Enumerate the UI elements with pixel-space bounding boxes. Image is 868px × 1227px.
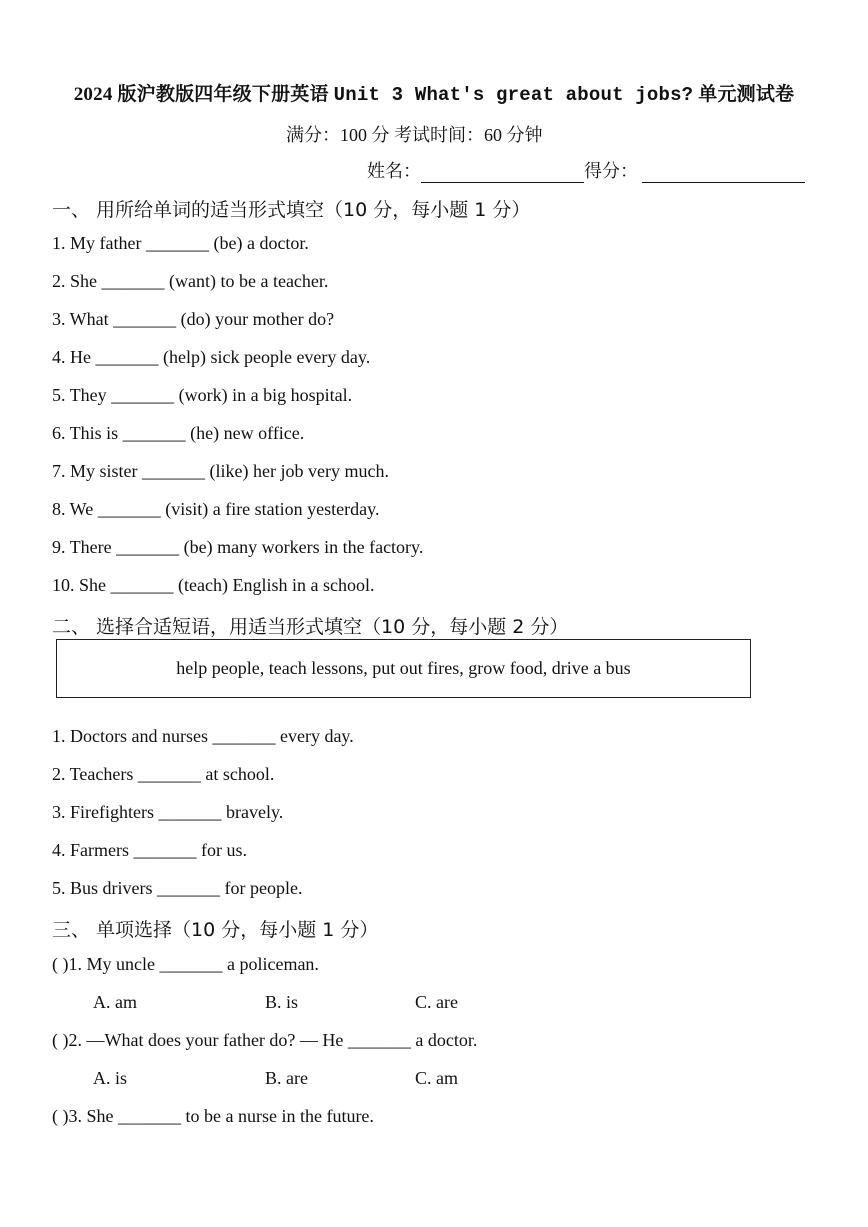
section1-item: 8. We _______ (visit) a fire station yesterday. [52,499,380,519]
question-stem: ( )2. —What does your father do? — He _______ a doctor. [52,1030,478,1050]
word-bank-text: help people, teach lessons, put out fires, grow food, drive a bus [176,658,631,678]
section2-item: 2. Teachers _______ at school. [52,764,275,784]
section1-item: 1. My father _______ (be) a doctor. [52,233,309,253]
option-b[interactable]: B. are [265,1068,308,1088]
name-score-line [367,157,805,183]
option-a[interactable]: A. am [93,992,137,1012]
section1-item: 9. There _______ (be) many workers in the factory. [52,537,424,557]
section2-heading: 二、 选择合适短语，用适当形式填空（10 分，每小题 2 分） [52,616,569,638]
score-blank[interactable] [642,162,805,183]
score-time-line: 满分：100 分 考试时间：60 分钟 [286,125,543,145]
score-label: 得分： [584,161,638,181]
name-label: 姓名： [367,161,421,181]
section3-heading: 三、 单项选择（10 分，每小题 1 分） [52,919,379,941]
section1-heading: 一、 用所给单词的适当形式填空（10 分，每小题 1 分） [52,199,531,221]
section1-item: 10. She _______ (teach) English in a school. [52,575,375,595]
section2-item: 1. Doctors and nurses _______ every day. [52,726,354,746]
name-blank[interactable] [421,162,584,183]
title-unit: Unit 3 What's great about jobs? [333,84,694,106]
section2-item: 5. Bus drivers _______ for people. [52,878,303,898]
section2-item: 3. Firefighters _______ bravely. [52,802,284,822]
option-c[interactable]: C. are [415,992,458,1012]
section1-item: 4. He _______ (help) sick people every day. [52,347,371,367]
section1-item: 2. She _______ (want) to be a teacher. [52,271,329,291]
section2-item: 4. Farmers _______ for us. [52,840,247,860]
title-prefix: 2024 版沪教版四年级下册英语 [73,84,329,105]
question-stem: ( )3. She _______ to be a nurse in the future. [52,1106,374,1126]
section1-item: 7. My sister _______ (like) her job very much. [52,461,389,481]
section1-item: 5. They _______ (work) in a big hospital. [52,385,353,405]
option-b[interactable]: B. is [265,992,299,1012]
question-stem: ( )1. My uncle _______ a policeman. [52,954,319,974]
option-a[interactable]: A. is [93,1068,128,1088]
word-bank-box [56,639,751,698]
option-c[interactable]: C. am [415,1068,458,1088]
section1-item: 6. This is _______ (he) new office. [52,423,305,443]
title-suffix: 单元测试卷 [698,84,795,105]
section1-item: 3. What _______ (do) your mother do? [52,309,335,329]
page-title [0,79,868,106]
